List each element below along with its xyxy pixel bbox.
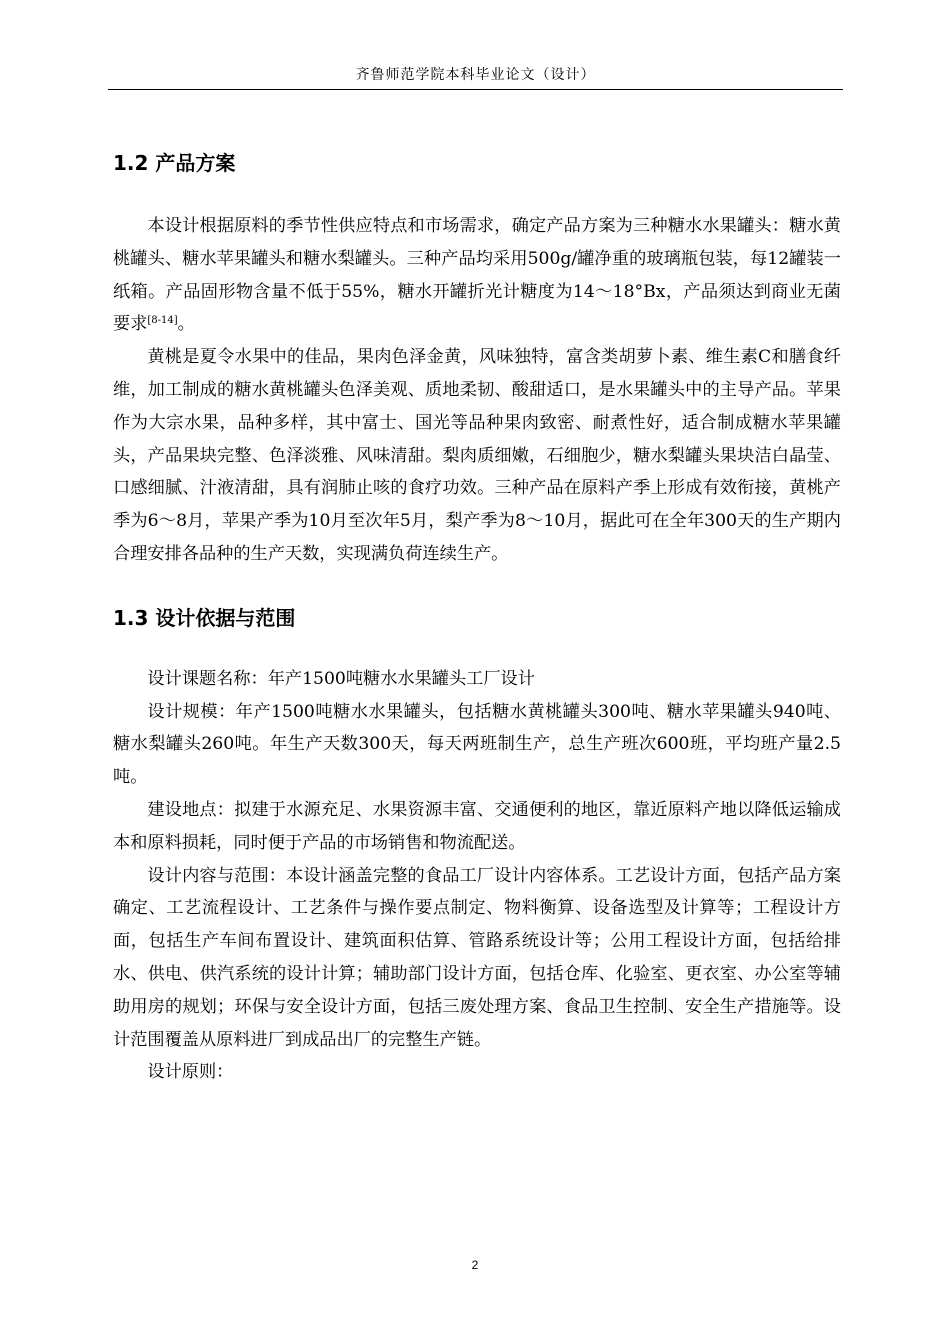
paragraph-product-plan-end: 。 xyxy=(177,314,195,335)
paragraph-product-plan xyxy=(113,210,841,341)
header-rule xyxy=(108,89,843,90)
paragraph-product-plan-text: 本设计根据原料的季节性供应特点和市场需求，确定产品方案为三种糖水水果罐头：糖水黄桃罐头、糖水苹果罐头和糖水梨罐头。三种产品均采用500g/罐净重的玻璃瓶包装，每12罐装一纸箱。产品固形物含量不低于55%，糖水开罐折光计糖度为14～18°Bx，产品须达到商业无菌要求 xyxy=(113,216,841,335)
paragraph-design-title: 设计课题名称：年产1500吨糖水水果罐头工厂设计 xyxy=(147,668,535,689)
page-body xyxy=(113,140,841,1089)
page-header: 齐鲁师范学院本科毕业论文（设计） xyxy=(355,67,596,83)
paragraph-construction-site: 建设地点：拟建于水源充足、水果资源丰富、交通便利的地区，靠近原料产地以降低运输成本和原料损耗，同时便于产品的市场销售和物流配送。 xyxy=(113,799,841,853)
paragraph-design-scale: 设计规模：年产1500吨糖水水果罐头，包括糖水黄桃罐头300吨、糖水苹果罐头940吨、糖水梨罐头260吨。年生产天数300天，每天两班制生产，总生产班次600班，平均班产量2.5吨。 xyxy=(113,701,841,788)
section-heading-1-3: 1.3 设计依据与范围 xyxy=(113,605,296,630)
paragraph-design-principles: 设计原则： xyxy=(147,1062,234,1083)
section-heading-1-2: 1.2 产品方案 xyxy=(113,151,236,175)
paragraph-design-scope: 设计内容与范围：本设计涵盖完整的食品工厂设计内容体系。工艺设计方面，包括产品方案确定、工艺流程设计、工艺条件与操作要点制定、物料衡算、设备选型及计算等；工程设计方面，包括生产车间布置设计、建筑面积估算、管路系统设计等；公用工程设计方面，包括给排水、供电、供汽系统的设计计算；辅助部门设计方面，包括仓库、化验室、更衣室、办公室等辅助用房的规划；环保与安全设计方面，包括三废处理方案、食品卫生控制、安全生产措施等。设计范围覆盖从原料进厂到成品出厂的完整生产链。 xyxy=(113,865,841,1050)
page-number: 2 xyxy=(471,1258,479,1272)
citation: [8-14] xyxy=(147,315,178,327)
paragraph-fruit-description: 黄桃是夏令水果中的佳品，果肉色泽金黄，风味独特，富含类胡萝卜素、维生素C和膳食纤维，加工制成的糖水黄桃罐头色泽美观、质地柔韧、酸甜适口，是水果罐头中的主导产品。苹果作为大宗水果，品种多样，其中富士、国光等品种果肉致密、耐煮性好，适合制成糖水苹果罐头，产品果块完整、色泽淡雅、风味清甜。梨肉质细嫩，石细胞少，糖水梨罐头果块洁白晶莹、口感细腻、汁液清甜，具有润肺止咳的食疗功效。三种产品在原料产季上形成有效衔接，黄桃产季为6～8月，苹果产季为10月至次年5月，梨产季为8～10月，据此可在全年300天的生产期内合理安排各品种的生产天数，实现满负荷连续生产。 xyxy=(113,347,841,564)
